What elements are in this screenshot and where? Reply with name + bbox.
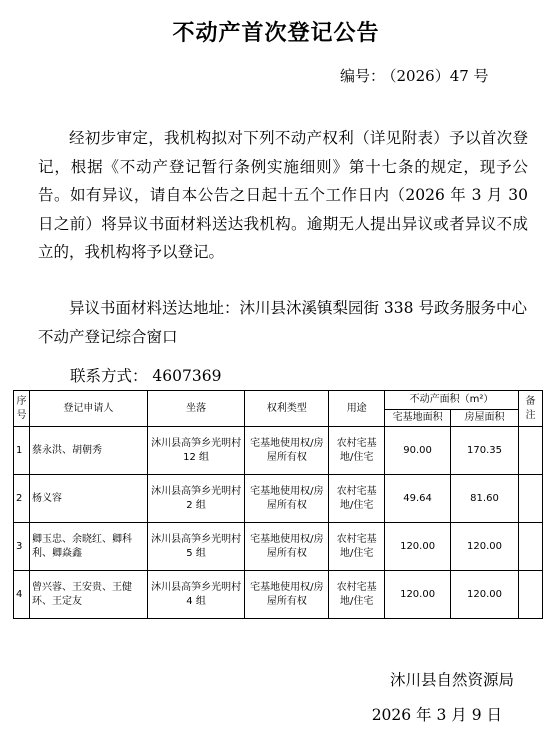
document-number-label: 编号： <box>340 67 386 85</box>
cell-applicant: 卿玉忠、余晓红、卿科利、卿焱鑫 <box>29 523 147 571</box>
header-seq: 序号 <box>14 391 30 427</box>
document-number-value: （2026）47 号 <box>389 67 489 85</box>
header-note: 备注 <box>518 391 542 427</box>
document-number <box>340 65 493 86</box>
header-right-type: 权利类型 <box>245 391 329 427</box>
cell-applicant: 杨义容 <box>29 475 147 523</box>
header-land-area: 宅基地面积 <box>385 410 451 427</box>
cell-land-area: 120.00 <box>385 523 451 571</box>
cell-right-type: 宅基地使用权/房屋所有权 <box>245 571 329 619</box>
issue-date: 2026 年 3 月 9 日 <box>371 706 502 724</box>
cell-use: 农村宅基地/住宅 <box>329 427 385 475</box>
cell-seq: 4 <box>14 571 30 619</box>
cell-seq: 1 <box>14 427 30 475</box>
issuer-signature: 沐川县自然资源局 <box>389 671 514 689</box>
cell-location: 沐川县高笋乡光明村 12 组 <box>147 427 245 475</box>
header-area-group: 不动产面积（m²） <box>385 391 519 410</box>
cell-location: 沐川县高笋乡光明村 4 组 <box>147 571 245 619</box>
body-paragraph: 经初步审定，我机构拟对下列不动产权利（详见附表）予以首次登记，根据《不动产登记暂行条例实施细则》第十七条的规定，现予公告。如有异议，请自本公告之日起十五个工作日内（2026 年 3 月 30 日之前）将异议书面材料送达我机构。逾期无人提出异议或者异议不成立的，我机构将予以登记。 <box>38 129 528 261</box>
cell-note <box>518 427 542 475</box>
cell-use: 农村宅基地/住宅 <box>329 571 385 619</box>
table-row <box>14 475 543 523</box>
cell-use: 农村宅基地/住宅 <box>329 523 385 571</box>
cell-applicant: 蔡永洪、胡朝秀 <box>29 427 147 475</box>
cell-seq: 2 <box>14 475 30 523</box>
contact-info: 联系方式： 4607369 <box>70 367 222 385</box>
cell-note <box>518 475 542 523</box>
cell-right-type: 宅基地使用权/房屋所有权 <box>245 427 329 475</box>
cell-land-area: 49.64 <box>385 475 451 523</box>
header-applicant: 登记申请人 <box>29 391 147 427</box>
cell-location: 沐川县高笋乡光明村 2 组 <box>147 475 245 523</box>
table-row <box>14 427 543 475</box>
cell-house-area: 81.60 <box>451 475 519 523</box>
cell-land-area: 120.00 <box>385 571 451 619</box>
cell-applicant: 曾兴蓉、王安贵、王健环、王定友 <box>29 571 147 619</box>
cell-house-area: 120.00 <box>451 571 519 619</box>
cell-land-area: 90.00 <box>385 427 451 475</box>
table-row <box>14 523 543 571</box>
cell-note <box>518 571 542 619</box>
page-title: 不动产首次登记公告 <box>172 20 380 46</box>
header-house-area: 房屋面积 <box>451 410 519 427</box>
header-location: 坐落 <box>147 391 245 427</box>
header-use: 用途 <box>329 391 385 427</box>
cell-location: 沐川县高笋乡光明村 5 组 <box>147 523 245 571</box>
cell-note <box>518 523 542 571</box>
cell-house-area: 120.00 <box>451 523 519 571</box>
cell-seq: 3 <box>14 523 30 571</box>
table-row <box>14 571 543 619</box>
address-paragraph: 异议书面材料送达地址：沐川县沐溪镇梨园街 338 号政务服务中心不动产登记综合窗口 <box>38 299 527 346</box>
property-table <box>13 390 543 619</box>
cell-use: 农村宅基地/住宅 <box>329 475 385 523</box>
cell-house-area: 170.35 <box>451 427 519 475</box>
cell-right-type: 宅基地使用权/房屋所有权 <box>245 475 329 523</box>
cell-right-type: 宅基地使用权/房屋所有权 <box>245 523 329 571</box>
